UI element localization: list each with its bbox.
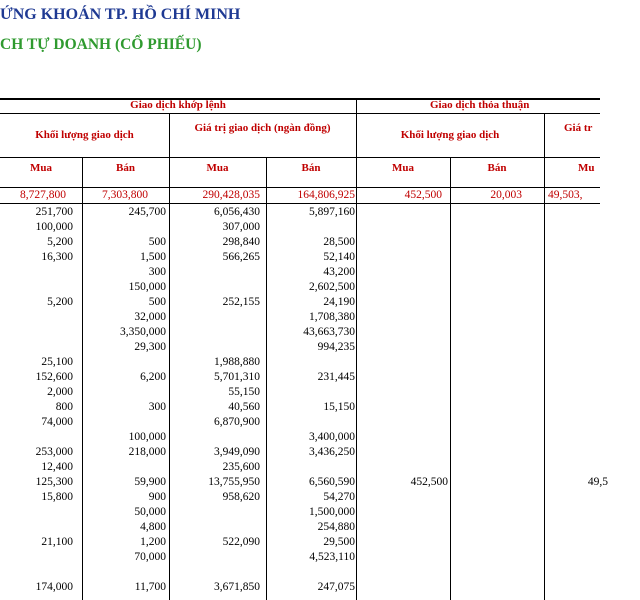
table-cell: 3,400,000 xyxy=(309,431,355,443)
neg-value-header: Giá tr xyxy=(564,122,593,134)
table-cell: 4,800 xyxy=(140,521,166,533)
table-cell: 3,350,000 xyxy=(120,326,166,338)
neg-volume-header: Khối lượng giao dịch xyxy=(400,129,500,141)
table-cell: 1,708,380 xyxy=(309,311,355,323)
total-vol-buy: 8,727,800 xyxy=(20,189,66,201)
table-cell: 174,000 xyxy=(35,581,73,593)
table-cell: 2,602,500 xyxy=(309,281,355,293)
table-cell: 231,445 xyxy=(317,371,355,383)
table-cell: 2,000 xyxy=(47,386,73,398)
table-cell: 300 xyxy=(148,266,166,278)
table-cell: 11,700 xyxy=(134,581,166,593)
table-cell: 307,000 xyxy=(222,221,260,233)
table-cell: 43,200 xyxy=(323,266,355,278)
table-cell: 1,500,000 xyxy=(309,506,355,518)
table-cell: 54,270 xyxy=(323,491,355,503)
table-cell: 522,090 xyxy=(222,536,260,548)
table-cell: 74,000 xyxy=(41,416,73,428)
table-cell: 500 xyxy=(148,236,166,248)
total-row-border xyxy=(0,203,600,204)
table-cell: 218,000 xyxy=(128,446,166,458)
table-cell: 15,800 xyxy=(41,491,73,503)
table-cell: 29,300 xyxy=(134,341,166,353)
table-cell: 16,300 xyxy=(41,251,73,263)
negotiated-group-header: Giao dịch thỏa thuận xyxy=(430,99,530,111)
table-cell: 6,200 xyxy=(140,371,166,383)
total-vol-sell: 7,303,800 xyxy=(102,189,148,201)
table-cell: 29,500 xyxy=(323,536,355,548)
table-cell: 3,436,250 xyxy=(309,446,355,458)
table-cell: 70,000 xyxy=(134,551,166,563)
table-cell: 24,190 xyxy=(323,296,355,308)
table-cell: 251,700 xyxy=(35,206,73,218)
total-val-sell: 164,806,925 xyxy=(297,189,355,201)
value-header: Giá trị giao dịch (ngàn đồng) xyxy=(194,122,331,134)
table-cell: 40,560 xyxy=(228,401,260,413)
val-buy-header: Mua xyxy=(206,162,229,174)
table-cell: 1,200 xyxy=(140,536,166,548)
table-cell: 800 xyxy=(55,401,73,413)
grid-line xyxy=(544,114,545,600)
table-cell: 566,265 xyxy=(222,251,260,263)
table-cell: 3,671,850 xyxy=(214,581,260,593)
table-cell: 125,300 xyxy=(35,476,73,488)
table-cell: 49,5 xyxy=(587,476,608,488)
table-cell: 5,200 xyxy=(47,236,73,248)
table-cell: 6,056,430 xyxy=(214,206,260,218)
table-cell: 43,663,730 xyxy=(303,326,355,338)
table-cell: 247,075 xyxy=(317,581,355,593)
table-cell: 500 xyxy=(148,296,166,308)
vol-sell-header: Bán xyxy=(116,162,135,174)
table-cell: 235,600 xyxy=(222,461,260,473)
grid-line xyxy=(450,158,451,600)
group-header-border xyxy=(0,113,600,114)
table-cell: 100,000 xyxy=(128,431,166,443)
table-cell: 452,500 xyxy=(410,476,448,488)
table-cell: 152,600 xyxy=(35,371,73,383)
neg-vol-buy-header: Mua xyxy=(392,162,414,174)
table-cell: 28,500 xyxy=(323,236,355,248)
table-cell: 4,523,110 xyxy=(309,551,355,563)
table-cell: 3,949,090 xyxy=(214,446,260,458)
table-cell: 5,701,310 xyxy=(214,371,260,383)
table-cell: 1,500 xyxy=(140,251,166,263)
total-neg-val-buy: 49,503, xyxy=(548,189,583,201)
total-neg-vol-sell: 20,003 xyxy=(490,189,522,201)
table-cell: 15,150 xyxy=(323,401,355,413)
table-cell: 5,200 xyxy=(47,296,73,308)
table-cell: 6,560,590 xyxy=(309,476,355,488)
table-cell: 25,100 xyxy=(41,356,73,368)
table-cell: 298,840 xyxy=(222,236,260,248)
table-cell: 13,755,950 xyxy=(208,476,260,488)
table-cell: 300 xyxy=(148,401,166,413)
neg-vol-sell-header: Bán xyxy=(487,162,507,174)
val-sell-header: Bán xyxy=(301,162,321,174)
table-cell: 1,988,880 xyxy=(214,356,260,368)
table-cell: 50,000 xyxy=(134,506,166,518)
table-cell: 32,000 xyxy=(134,311,166,323)
table-cell: 252,155 xyxy=(222,296,260,308)
match-group-header: Giao dịch khớp lệnh xyxy=(130,99,226,111)
table-cell: 958,620 xyxy=(222,491,260,503)
table-cell: 59,900 xyxy=(134,476,166,488)
table-cell: 994,235 xyxy=(317,341,355,353)
table-cell: 52,140 xyxy=(323,251,355,263)
table-cell: 100,000 xyxy=(35,221,73,233)
total-val-buy: 290,428,035 xyxy=(202,189,260,201)
neg-val-buy-header: Mu xyxy=(578,162,595,174)
document-subtitle: CH TỰ DOANH (CỔ PHIẾU) xyxy=(0,36,202,53)
document-title: ỨNG KHOÁN TP. HỒ CHÍ MINH xyxy=(0,6,241,23)
table-cell: 21,100 xyxy=(41,536,73,548)
table-cell: 55,150 xyxy=(228,386,260,398)
table-cell: 6,870,900 xyxy=(214,416,260,428)
table-cell: 900 xyxy=(148,491,166,503)
table-cell: 245,700 xyxy=(128,206,166,218)
table-cell: 253,000 xyxy=(35,446,73,458)
table-cell: 150,000 xyxy=(128,281,166,293)
table-cell: 254,880 xyxy=(317,521,355,533)
table-cell: 12,400 xyxy=(41,461,73,473)
total-neg-vol-buy: 452,500 xyxy=(404,189,442,201)
vol-buy-header: Mua xyxy=(30,162,52,174)
table-cell: 5,897,160 xyxy=(309,206,355,218)
column-header-border xyxy=(0,157,600,158)
volume-header: Khối lượng giao dịch xyxy=(35,129,134,141)
